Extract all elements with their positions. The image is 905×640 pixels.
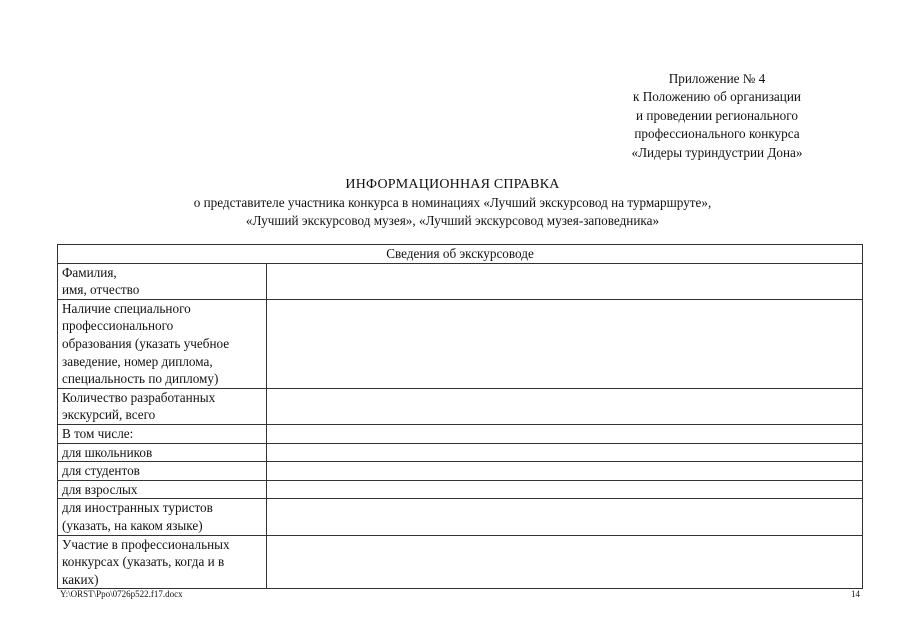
field-value-cell[interactable]	[267, 535, 863, 589]
field-value-cell[interactable]	[267, 299, 863, 388]
field-label: для взрослых	[58, 480, 267, 499]
table-row	[58, 462, 863, 481]
document-subtitle-line-2: «Лучший экскурсовод музея», «Лучший экскурсовод музея-заповедника»	[245, 212, 660, 228]
document-heading	[0, 175, 905, 229]
file-path: Y:\ORST\Ppo\0726p522.f17.docx	[60, 589, 183, 599]
appendix-line: и проведении регионального	[636, 107, 798, 123]
field-label: В том числе:	[58, 424, 267, 443]
table-row	[58, 535, 863, 589]
page-number: 14	[851, 589, 860, 599]
table-header-row	[58, 245, 863, 264]
field-value-cell[interactable]	[267, 462, 863, 481]
guide-info-table	[57, 244, 863, 589]
field-value-cell[interactable]	[267, 263, 863, 299]
field-value-cell[interactable]	[267, 443, 863, 462]
appendix-line: «Лидеры туриндустрии Дона»	[631, 144, 803, 160]
table-row	[58, 480, 863, 499]
guide-info-table-body	[58, 245, 863, 589]
appendix-line: Приложение № 4	[668, 71, 766, 86]
table-row	[58, 299, 863, 388]
appendix-line: к Положению об организации	[633, 89, 801, 105]
table-row	[58, 499, 863, 535]
field-label: Наличие специального профессионального образования (указать учебное заведение, номер диплома, специальность по диплому)	[58, 299, 267, 388]
field-label: Участие в профессиональных конкурсах (указать, когда и в каких)	[58, 535, 267, 589]
table-header: Сведения об экскурсоводе	[58, 245, 863, 264]
appendix-block	[587, 70, 847, 162]
field-label: для студентов	[58, 462, 267, 481]
field-value-cell[interactable]	[267, 499, 863, 535]
field-label: для иностранных туристов (указать, на каком языке)	[58, 499, 267, 535]
table-row	[58, 424, 863, 443]
field-label: Фамилия, имя, отчество	[58, 263, 267, 299]
appendix-line: профессионального конкурса	[634, 126, 800, 142]
field-label: Количество разработанных экскурсий, всего	[58, 388, 267, 424]
table-row	[58, 388, 863, 424]
field-label: для школьников	[58, 443, 267, 462]
table-row	[58, 443, 863, 462]
field-value-cell[interactable]	[267, 424, 863, 443]
document-subtitle-line-1: о представителе участника конкурса в номинациях «Лучший экскурсовод на турмаршруте»,	[193, 195, 712, 210]
document-title: ИНФОРМАЦИОННАЯ СПРАВКА	[345, 177, 560, 192]
field-value-cell[interactable]	[267, 480, 863, 499]
field-value-cell[interactable]	[267, 388, 863, 424]
table-row	[58, 263, 863, 299]
